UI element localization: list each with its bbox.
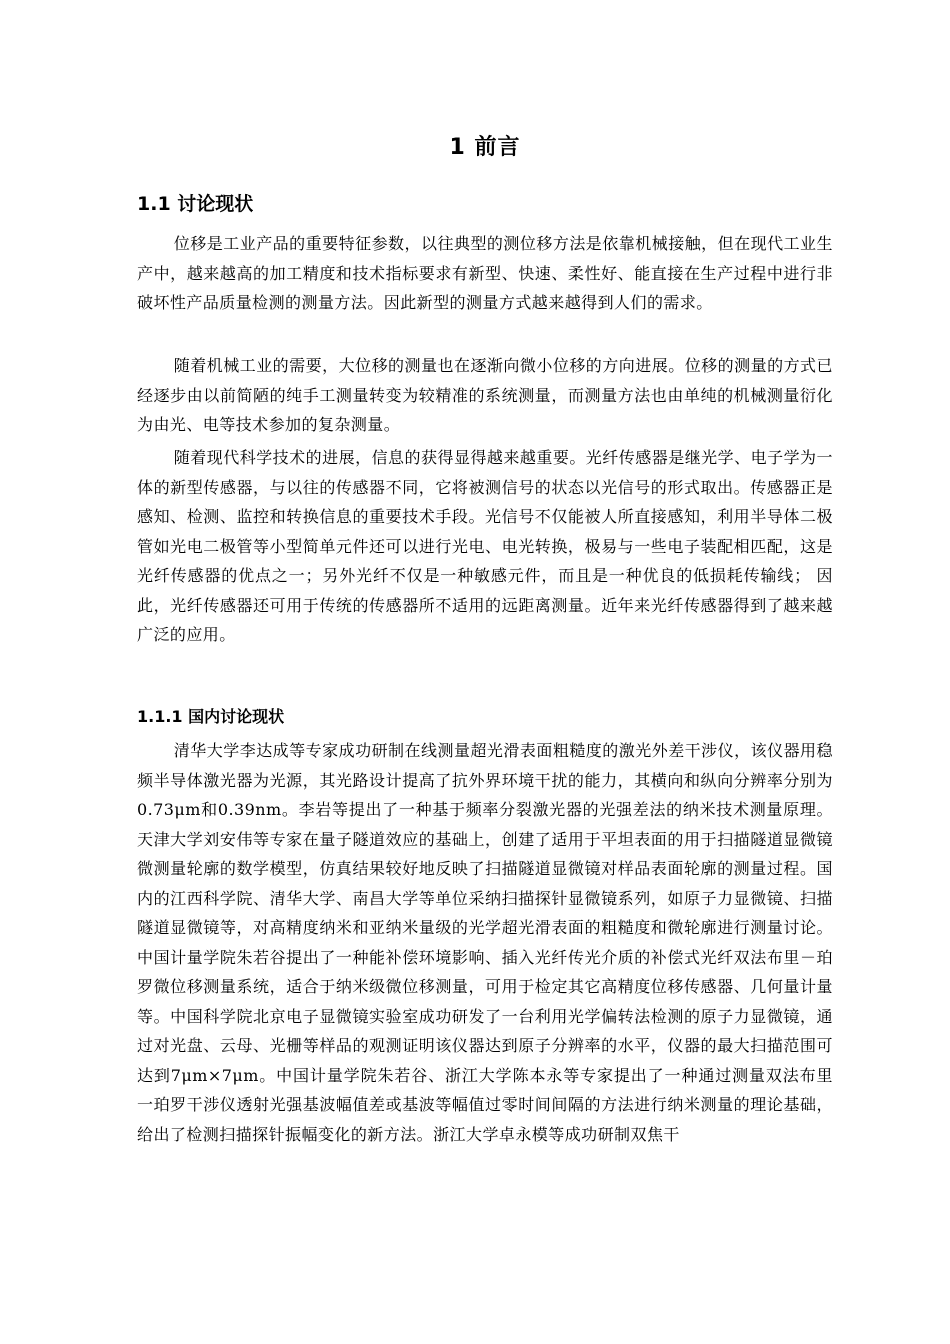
paragraph: 位移是工业产品的重要特征参数，以往典型的测位移方法是依靠机械接触，但在现代工业生产中，越来越高的加工精度和技术指标要求有新型、快速、柔性好、能直接在生产过程中进行非破坏性产品质量检测的测量方法。因此新型的测量方式越来越得到人们的需求。 (137, 234, 833, 312)
chapter-title: 1 前言 (449, 135, 521, 160)
paragraph: 随着现代科学技术的进展，信息的获得显得越来越重要。光纤传感器是继光学、电子学为一体的新型传感器，与以往的传感器不同，它将被测信号的状态以光信号的形式取出。传感器正是感知、检测、监控和转换信息的重要技术手段。光信号不仅能被人所直接感知，利用半导体二极管如光电二极管等小型简单元件还可以进行光电、电光转换，极易与一些电子装配相匹配，这是光纤传感器的优点之一；另外光纤不仅是一种敏感元件，而且是一种优良的低损耗传输线； 因此，光纤传感器还可用于传统的传感器所不适用的远距离测量。近年来光纤传感器得到了越来越广泛的应用。 (137, 448, 833, 644)
paragraph: 随着机械工业的需要，大位移的测量也在逐渐向微小位移的方向进展。位移的测量的方式已经逐步由以前简陋的纯手工测量转变为较精准的系统测量，而测量方法也由单纯的机械测量衍化为由光、电等技术参加的复杂测量。 (137, 356, 833, 434)
paragraph: 清华大学李达成等专家成功研制在线测量超光滑表面粗糙度的激光外差干涉仪，该仪器用稳频半导体激光器为光源，其光路设计提高了抗外界环境干扰的能力，其横向和纵向分辨率分别为0.73μm和0.39nm。李岩等提出了一种基于频率分裂激光器的光强差法的纳米技术测量原理。天津大学刘安伟等专家在量子隧道效应的基础上，创建了适用于平坦表面的用于扫描隧道显微镜微测量轮廓的数学模型，仿真结果较好地反映了扫描隧道显微镜对样品表面轮廓的测量过程。国内的江西科学院、清华大学、南昌大学等单位采纳扫描探针显微镜系列，如原子力显微镜、扫描隧道显微镜等，对高精度纳米和亚纳米量级的光学超光滑表面的粗糙度和微轮廓进行测量讨论。中国计量学院朱若谷提出了一种能补偿环境影响、插入光纤传光介质的补偿式光纤双法布里－珀罗微位移测量系统，适合于纳米级微位移测量，可用于检定其它高精度位移传感器、几何量计量等。中国科学院北京电子显微镜实验室成功研发了一台利用光学偏转法检测的原子力显微镜，通过对光盘、云母、光栅等样品的观测证明该仪器达到原子分辨率的水平，仪器的最大扫描范围可达到7μm×7μm。中国计量学院朱若谷、浙江大学陈本永等专家提出了一种通过测量双法布里一珀罗干涉仪透射光强基波幅值差或基波等幅值过零时间间隔的方法进行纳米测量的理论基础，给出了检测扫描探针振幅变化的新方法。浙江大学卓永模等成功研制双焦干 (137, 741, 833, 1144)
section-title: 1.1 讨论现状 (137, 193, 254, 215)
subsection-title: 1.1.1 国内讨论现状 (137, 707, 285, 726)
